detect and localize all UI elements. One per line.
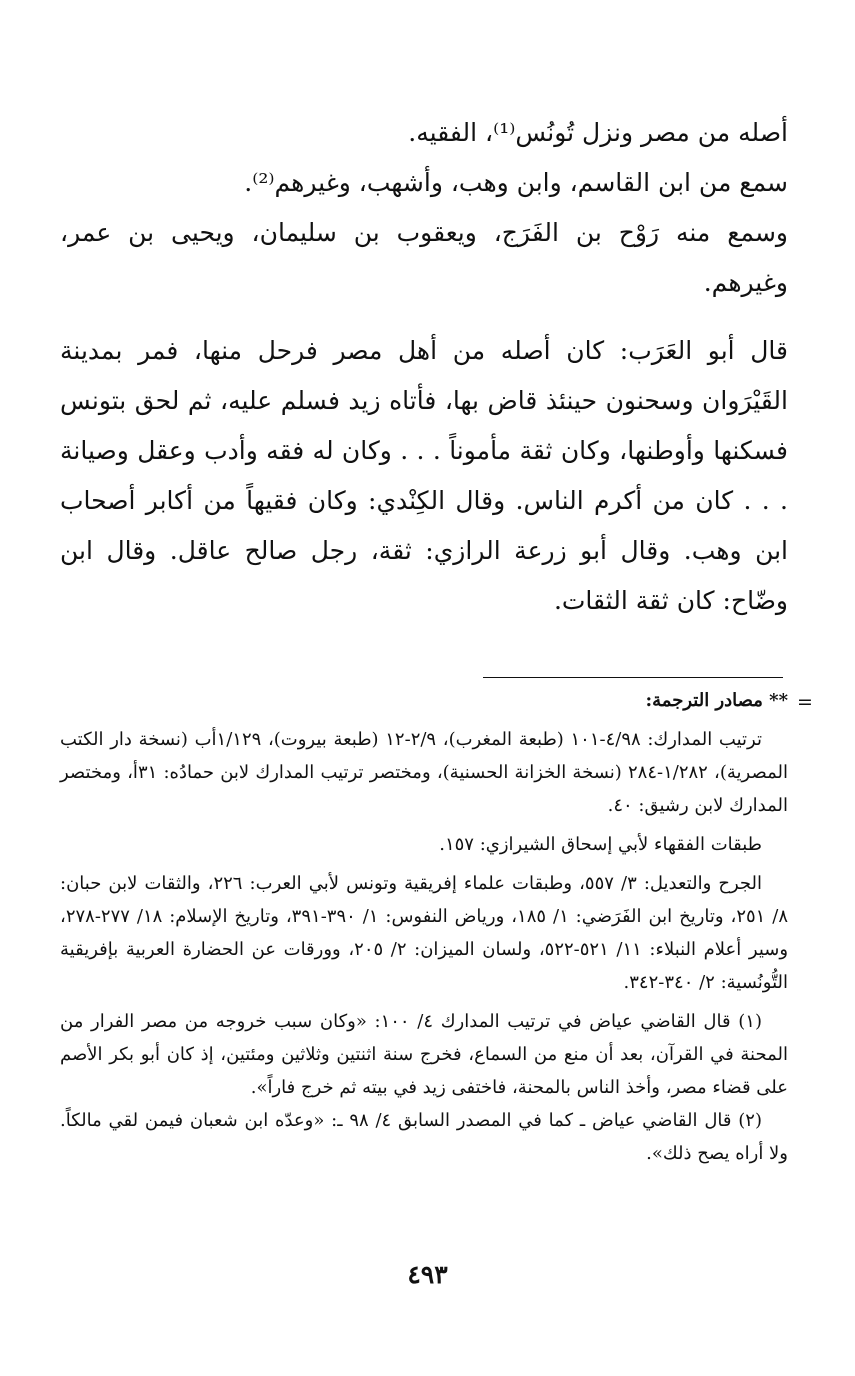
page-number: ٤٩٣: [407, 1260, 448, 1289]
sources-heading: ** مصادر الترجمة:: [645, 690, 788, 711]
footnote-2: (٢) قال القاضي عياض ـ كما في المصدر السابق ٤/ ٩٨ ـ: «وعدّه ابن شعبان فيمن لقي مالكاً. ولا أراه يصح ذلك».: [60, 1110, 788, 1164]
source-entry-madarik: ترتيب المدارك: ٤/٩٨-١٠١ (طبعة المغرب)، ٢/٩-١٢ (طبعة بيروت)، ١/١٢٩أب (نسخة دار الكتب المصرية)، ١/٢٨٢-٢٨٤ (نسخة الخزانة الحسنية)، ومختصر ترتيب المدارك لابن حمادُه: ٣١أ، ومختصر المدارك لابن رشيق: ٤٠.: [60, 729, 788, 816]
footnote-1: (١) قال القاضي عياض في ترتيب المدارك ٤/ ١٠٠: «وكان سبب خروجه من مصر الفرار من المحنة في القرآن، بعد أن منع من السماع، فخرج سنة اثنتين وثلاثين ومئتين، إذ كان أبو بكر الأصم على قضاء مصر، وأخذ الناس بالمحنة، فاختفى زيد في بيته ثم خرج فاراً».: [60, 1011, 788, 1098]
footnotes-section: [60, 684, 788, 1170]
paragraph-students: وسمع منه رَوْح بن الفَرَج، ويعقوب بن سليمان، ويحيى بن عمر، وغيرهم.: [60, 218, 788, 297]
source-entry-jarh: الجرح والتعديل: ٣/ ٥٥٧، وطبقات علماء إفريقية وتونس لأبي العرب: ٢٢٦، والثقات لابن حبان: ٨/ ٢٥١، وتاريخ ابن الفَرَضي: ١/ ١٨٥، ورياض النفوس: ١/ ٣٩٠-٣٩١، وتاريخ الإسلام: ١٨/ ٢٧٧-٢٧٨، وسير أعلام النبلاء: ١١/ ٥٢١-٥٢٢، ولسان الميزان: ٢/ ٢٠٥، وورقات عن الحضارة العربية بإفريقية التُّونُسية: ٢/ ٣٤٠-٣٤٢.: [60, 873, 789, 993]
paragraph-origin: أصله من مصر ونزل تُونُس⁽¹⁾، الفقيه.: [408, 118, 788, 147]
main-text: [60, 108, 788, 626]
footnote-continuation-marker: =: [797, 691, 813, 713]
footnote-divider: [483, 677, 783, 678]
paragraph-biography: قال أبو العَرَب: كان أصله من أهل مصر فرحل منها، فمر بمدينة القَيْرَوان وسحنون حينئذ قاض بها، فأتاه زيد فسلم عليه، ثم لحق بتونس فسكنها وأوطنها، وكان ثقة مأموناً . . . وكان له فقه وأدب وعقل وصيانة . . . كان من أكرم الناس. وقال الكِنْدي: وكان فقيهاً من أكابر أصحاب ابن وهب. وقال أبو زرعة الرازي: ثقة، رجل صالح عاقل. وقال ابن وضّاح: كان ثقة الثقات.: [60, 336, 788, 615]
paragraph-teachers: سمع من ابن القاسم، وابن وهب، وأشهب، وغيرهم⁽²⁾.: [244, 168, 788, 197]
source-entry-tabaqat: طبقات الفقهاء لأبي إسحاق الشيرازي: ١٥٧.: [439, 834, 762, 855]
